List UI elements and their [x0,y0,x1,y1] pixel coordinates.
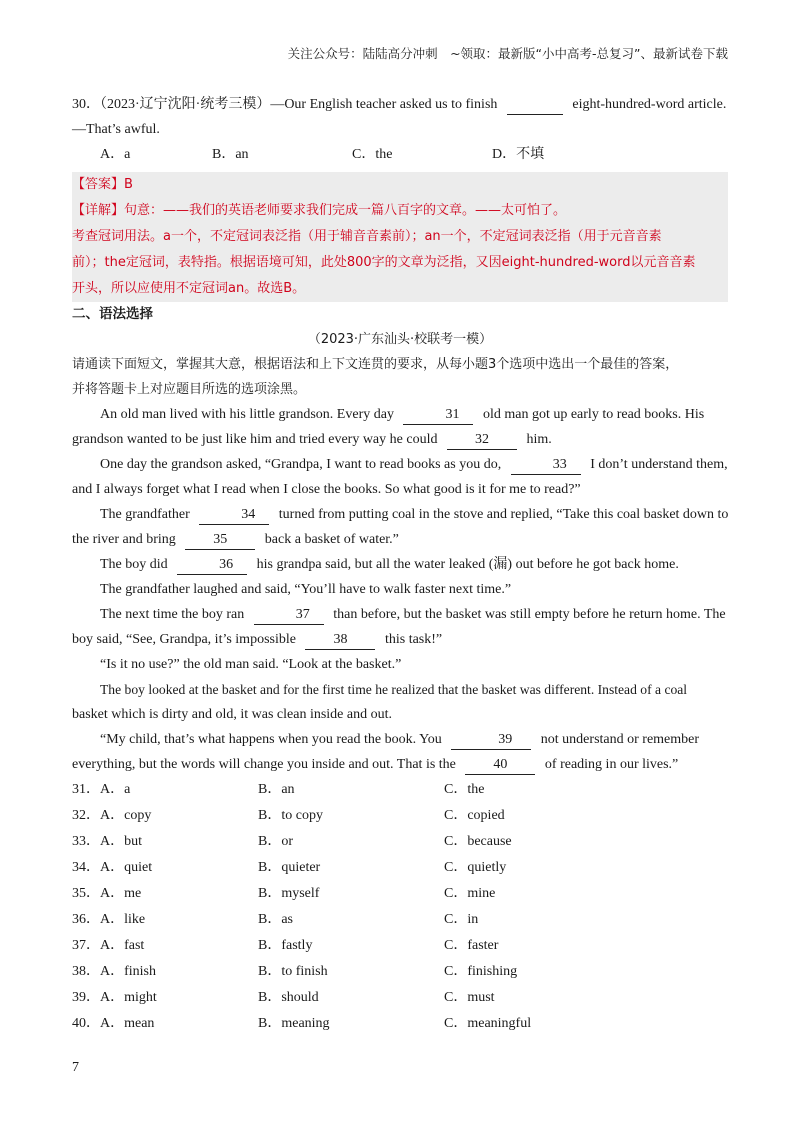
passage-text: everything, but the words will change you inside and out. That is the [72,757,456,772]
section-title: 二、语法选择 [72,306,153,322]
passage-text: The grandfather [100,507,190,522]
q30-option-b: B．an [212,147,249,162]
passage-text: this task!” [384,632,443,647]
option-a-text: A．copy [100,808,152,823]
option-a-text: A．fast [100,938,145,953]
q30-option-d: D．不填 [492,147,545,162]
passage-line: The grandfather laughed and said, “You’ll have to walk faster next time.” [100,582,512,597]
option-a-text: A．a [100,782,131,797]
passage-text: than before, but the basket was still empty before he return home. The [333,607,726,622]
option-a-text: A．me [100,886,142,901]
blank-40: 40 [465,756,535,775]
option-c: C．copied [444,808,505,823]
q30-option-a: A．a [100,147,131,162]
option-b: B．meaning [258,1016,330,1031]
q30-response: —That’s awful. [72,122,160,137]
option-c: C．mine [444,886,496,901]
passage-text: The next time the boy ran [100,607,245,622]
blank-33: 33 [511,456,581,475]
option-b: B．to copy [258,808,323,823]
option-b: B．fastly [258,938,313,953]
option-number: 40． [72,1016,100,1031]
option-number: 36． [72,912,100,927]
option-a-text: A．like [100,912,146,927]
option-b: B．to finish [258,964,328,979]
q30-blank [507,96,563,115]
option-c: C．because [444,834,512,849]
option-a [72,829,142,855]
passage-line [72,527,728,552]
passage-source: （2023·广东汕头·校联考一模） [307,332,493,347]
passage-text: An old man lived with his little grandson. Every day [100,407,394,422]
detail-line-2: 考查冠词用法。a一个，不定冠词表泛指（用于辅音音素前）；an一个，不定冠词表泛指（用于元音音素 [72,229,662,244]
passage-text: his grandpa said, but all the water leaked (漏) out before he got back home. [256,557,679,572]
passage-line: and I always forget what I read when I close the books. So what good is it for me to read?” [72,482,581,497]
passage-line [72,427,728,452]
option-row-37 [72,933,728,959]
passage-line [72,552,728,577]
option-a-text: A．might [100,990,157,1005]
detail-line-4: 开头，所以应使用不定冠词an。故选B。 [72,281,306,296]
blank-34: 34 [199,506,269,525]
option-a-text: A．but [100,834,142,849]
option-a [72,803,151,829]
blank-38: 38 [305,631,375,650]
blank-37: 37 [254,606,324,625]
passage-text: him. [526,432,552,447]
option-a [72,881,141,907]
option-number: 38． [72,964,100,979]
passage-text: old man got up early to read books. His [482,407,705,422]
option-number: 37． [72,938,100,953]
passage-text: boy said, “See, Grandpa, it’s impossible [72,632,296,647]
passage-line: “Is it no use?” the old man said. “Look at the basket.” [100,657,402,672]
passage-text: grandson wanted to be just like him and tried every way he could [72,432,438,447]
page-number: 7 [72,1060,79,1075]
option-a-text: A．finish [100,964,156,979]
passage-text: One day the grandson asked, “Grandpa, I want to read books as you do, [100,457,502,472]
option-c: C．meaningful [444,1016,532,1031]
q30-options [72,142,728,168]
passage-text: The boy did [100,557,168,572]
detail-line-1: 【详解】句意：——我们的英语老师要求我们完成一篇八百字的文章。——太可怕了。 [72,203,567,218]
passage-line [72,452,728,477]
blank-35: 35 [185,531,255,550]
passage-text: “My child, that’s what happens when you read the book. You [100,732,442,747]
option-b: B．an [258,782,295,797]
option-c: C．must [444,990,495,1005]
option-a [72,777,130,803]
page-content [72,92,728,1037]
passage-line [72,727,728,752]
option-row-33 [72,829,728,855]
option-b: B．as [258,912,293,927]
option-row-38 [72,959,728,985]
option-a [72,1011,154,1037]
passage-line: The boy looked at the basket and for the first time he realized that the basket was different. Instead of a coal [100,682,688,697]
passage-line [72,602,728,627]
passage-line [72,502,728,527]
option-number: 34． [72,860,100,875]
q30-stem [72,92,728,117]
option-b: B．or [258,834,293,849]
option-c: C．in [444,912,479,927]
option-a-text: A．mean [100,1016,155,1031]
passage-text: the river and bring [72,532,176,547]
option-a [72,985,157,1011]
option-b: B．should [258,990,319,1005]
option-a [72,907,145,933]
q30-option-c: C．the [352,147,393,162]
option-number: 39． [72,990,100,1005]
option-c: C．quietly [444,860,507,875]
q30-text: 30．（2023·辽宁沈阳·统考三模）—Our English teacher asked us to finish [72,97,498,112]
passage-line [72,752,728,777]
option-row-35 [72,881,728,907]
option-row-31 [72,777,728,803]
option-c: C．finishing [444,964,518,979]
blank-36: 36 [177,556,247,575]
option-row-39 [72,985,728,1011]
answer-box [72,172,728,302]
option-a-text: A．quiet [100,860,153,875]
option-number: 35． [72,886,100,901]
option-a [72,959,156,985]
blank-39: 39 [451,731,531,750]
option-a [72,933,144,959]
instructions-line-1: 请通读下面短文，掌握其大意，根据语法和上下文连贯的要求，从每小题3个选项中选出一个最佳的答案， [72,357,679,372]
option-row-32 [72,803,728,829]
detail-line-3: 前）；the定冠词，表特指。根据语境可知，此处800字的文章为泛指，又因eight-hundred-word以元音音素 [72,255,696,270]
option-number: 31． [72,782,100,797]
options-list [72,777,728,1037]
q30-text-end: eight-hundred-word article. [572,97,727,112]
option-a [72,855,152,881]
page-header: 关注公众号：陆陆高分冲刺 ~领取：最新版“小中高考-总复习”、最新试卷下载 [287,46,728,61]
option-c: C．faster [444,938,499,953]
passage-text: turned from putting coal in the stove and replied, “Take this coal basket down to [278,507,729,522]
option-row-40 [72,1011,728,1037]
option-b: B．myself [258,886,320,901]
option-row-36 [72,907,728,933]
instructions-line-2: 并将答题卡上对应题目所选的选项涂黑。 [72,382,307,397]
option-c: C．the [444,782,485,797]
blank-31: 31 [403,406,473,425]
passage-text: I don’t understand them, [590,457,728,472]
option-row-34 [72,855,728,881]
option-number: 33． [72,834,100,849]
option-number: 32． [72,808,100,823]
passage-text: not understand or remember [540,732,700,747]
passage-text: back a basket of water.” [264,532,399,547]
passage-line [72,627,728,652]
answer-line: 【答案】B [72,177,133,192]
blank-32: 32 [447,431,517,450]
passage-text: of reading in our lives.” [544,757,679,772]
passage-line [72,402,728,427]
option-b: B．quieter [258,860,321,875]
passage-line: basket which is dirty and old, it was clean inside and out. [72,707,392,722]
